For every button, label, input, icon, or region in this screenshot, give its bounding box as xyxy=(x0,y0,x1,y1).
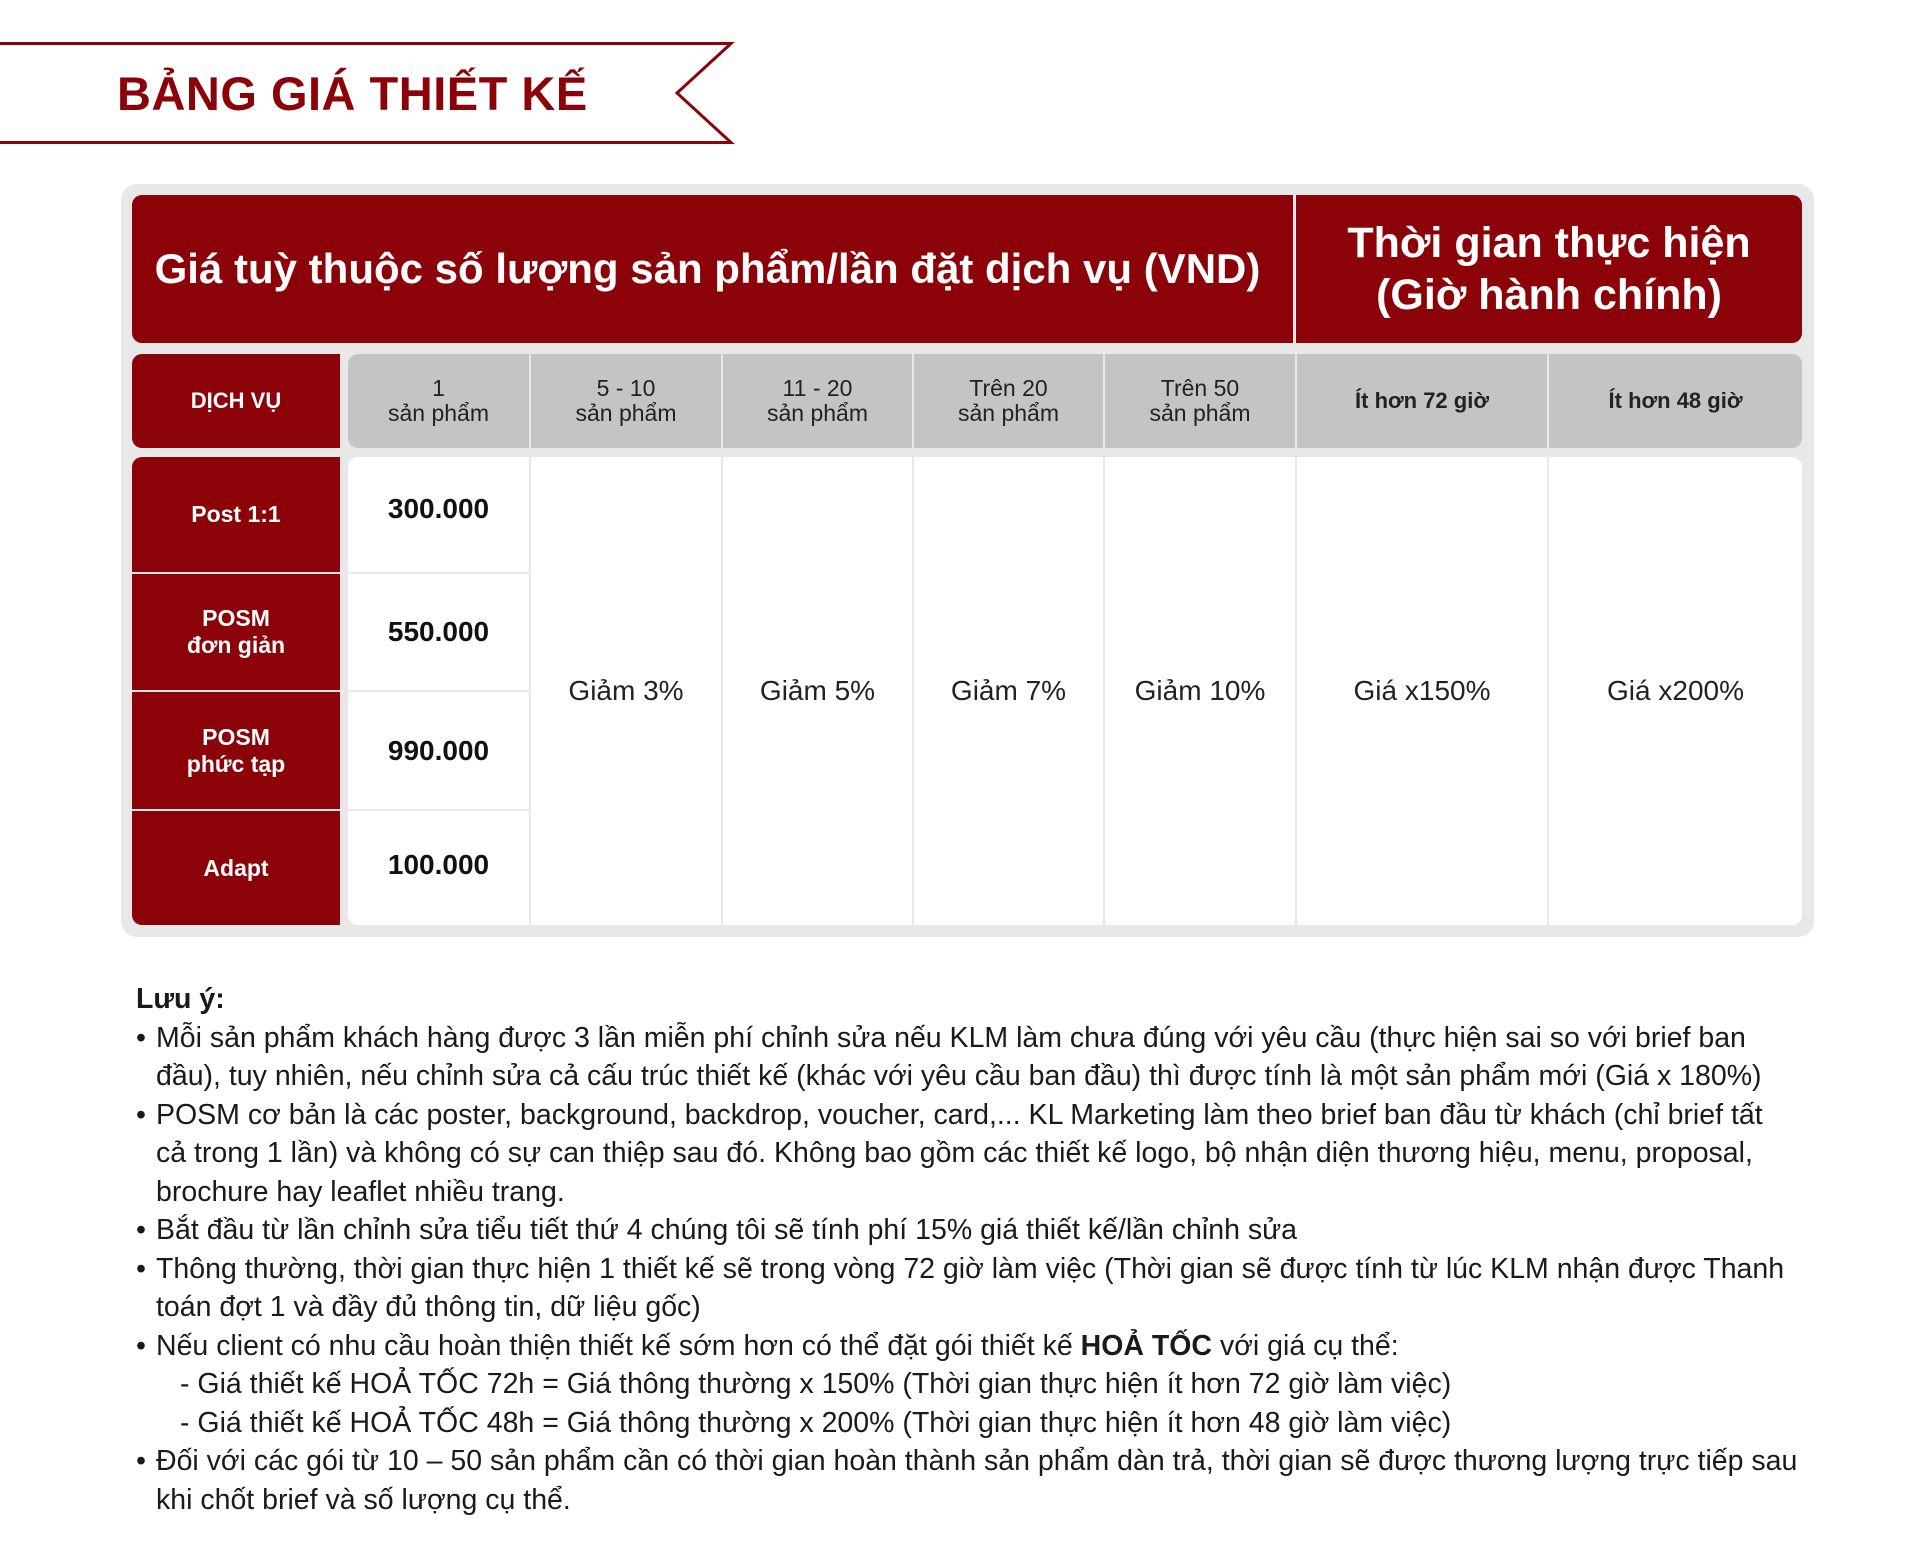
bullet-icon: • xyxy=(136,1214,146,1246)
note-line: Mỗi sản phẩm khách hàng được 3 lần miễn phí chỉnh sửa nếu KLM làm chưa đúng với yêu cầu (thực hiện sai so với brief ban xyxy=(156,1021,1746,1054)
col-header-qty-line1: 11 - 20 xyxy=(782,375,853,401)
bullet-icon: • xyxy=(136,1021,146,1054)
note-subline: - Giá thiết kế HOẢ TỐC 72h = Giá thông thường x 150% (Thời gian thực hiện ít hơn 72 giờ làm việc) xyxy=(180,1368,1452,1400)
service-label-line1: POSM xyxy=(202,723,270,750)
bullet-icon: • xyxy=(136,1329,146,1362)
note-line: đầu), tuy nhiên, nếu chỉnh sửa cả cấu trúc thiết kế (khác với yêu cầu ban đầu) thì được tính là một sản phẩm mới (Giá x 180%) xyxy=(156,1060,1762,1092)
note-item xyxy=(136,1019,1816,1096)
col-header-qty-5-10 xyxy=(531,354,721,448)
note-item xyxy=(136,1327,1816,1443)
header-price-by-quantity-label: Giá tuỳ thuộc số lượng sản phẩm/lần đặt dịch vụ (VND) xyxy=(154,245,1261,292)
note-line: Bắt đầu từ lần chỉnh sửa tiểu tiết thứ 4 chúng tôi sẽ tính phí 15% giá thiết kế/lần chỉnh sửa xyxy=(156,1214,1298,1246)
bullet-icon: • xyxy=(136,1252,146,1285)
col-header-service xyxy=(132,354,340,448)
col-header-qty-line1: Trên 50 xyxy=(1160,375,1240,401)
note-item xyxy=(136,1442,1816,1519)
note-text: với giá cụ thể: xyxy=(1212,1329,1399,1362)
bullet-icon: • xyxy=(136,1445,146,1477)
pricing-table xyxy=(121,184,1814,937)
service-post-1-1 xyxy=(132,457,340,572)
discount-value: Giảm 3% xyxy=(568,675,684,706)
col-header-under-48h xyxy=(1549,354,1802,448)
col-header-qty-1 xyxy=(348,354,529,448)
price-value: 990.000 xyxy=(387,734,490,766)
note-subline: - Giá thiết kế HOẢ TỐC 48h = Giá thông thường x 200% (Thời gian thực hiện ít hơn 48 giờ làm việc) xyxy=(180,1406,1452,1439)
note-line: cả trong 1 lần) và không có sự can thiệp sau đó. Không bao gồm các thiết kế logo, bộ nhận diện thương hiệu, menu, proposal, xyxy=(156,1137,1753,1169)
col-header-under-72h xyxy=(1297,354,1547,448)
price-posm-complex xyxy=(348,692,529,809)
discount-value: Giảm 7% xyxy=(950,675,1067,706)
note-emphasis: HOẢ TỐC xyxy=(1080,1329,1213,1362)
header-turnaround-line1: Thời gian thực hiện xyxy=(1347,219,1751,267)
discount-over-20 xyxy=(914,457,1103,925)
rush-48h xyxy=(1549,457,1802,925)
note-line: toán đợt 1 và đầy đủ thông tin, dữ liệu gốc) xyxy=(156,1291,701,1323)
bullet-icon: • xyxy=(136,1098,146,1131)
col-header-qty-line1: 1 xyxy=(432,375,445,401)
price-value: 550.000 xyxy=(387,616,490,647)
rush-value: Giá x150% xyxy=(1353,675,1491,706)
note-line: Thông thường, thời gian thực hiện 1 thiết kế sẽ trong vòng 72 giờ làm việc (Thời gian sẽ được tính từ lúc KLM nhận được Thanh xyxy=(156,1252,1785,1285)
service-label-line2: phức tạp xyxy=(186,750,286,777)
col-header-qty-line1: Trên 20 xyxy=(969,375,1048,401)
service-label-line1: Post 1:1 xyxy=(191,501,281,527)
rush-72h xyxy=(1297,457,1547,925)
note-line: Đối với các gói từ 10 – 50 sản phẩm cần có thời gian hoàn thành sản phẩm dàn trả, thời gian sẽ được thương lượng trực tiếp sau xyxy=(156,1445,1798,1477)
note-item xyxy=(136,1096,1816,1212)
note-item xyxy=(136,1250,1816,1327)
note-line: khi chốt brief và số lượng cụ thể. xyxy=(156,1483,571,1516)
col-header-service-label: DỊCH VỤ xyxy=(190,388,282,413)
col-header-qty-line2: sản phẩm xyxy=(766,400,868,426)
header-price-by-quantity xyxy=(132,195,1293,343)
page-title: BẢNG GIÁ THIẾT KẾ xyxy=(117,67,588,120)
discount-value: Giảm 5% xyxy=(759,675,876,706)
price-post-1-1 xyxy=(348,457,529,572)
discount-value: Giảm 10% xyxy=(1134,675,1266,706)
rush-value: Giá x200% xyxy=(1607,675,1744,706)
service-label-line1: POSM xyxy=(202,605,270,631)
col-header-qty-line2: sản phẩm xyxy=(387,400,489,426)
note-line: POSM cơ bản là các poster, background, backdrop, voucher, card,... KL Marketing làm theo brief ban đầu từ khách (chỉ brief tất xyxy=(156,1098,1763,1131)
price-value: 300.000 xyxy=(387,492,490,524)
service-label-line2: đơn giản xyxy=(186,632,286,658)
note-line: brochure hay leaflet nhiều trang. xyxy=(156,1175,565,1208)
price-posm-simple xyxy=(348,574,529,690)
col-header-qty-over-50 xyxy=(1105,354,1295,448)
col-header-qty-11-20 xyxy=(723,354,912,448)
header-turnaround-line2: (Giờ hành chính) xyxy=(1376,271,1722,319)
discount-5-10 xyxy=(531,457,721,925)
notes-title: Lưu ý: xyxy=(136,983,225,1015)
col-header-qty-line1: 5 - 10 xyxy=(596,375,656,401)
col-header-qty-line2: sản phẩm xyxy=(957,400,1059,426)
discount-over-50 xyxy=(1105,457,1295,925)
col-header-under-72h-label: Ít hơn 72 giờ xyxy=(1355,388,1489,413)
service-label-line1: Adapt xyxy=(203,854,269,881)
col-header-under-48h-label: Ít hơn 48 giờ xyxy=(1608,388,1743,413)
discount-11-20 xyxy=(723,457,912,925)
price-adapt xyxy=(348,811,529,925)
header-turnaround-time xyxy=(1296,195,1802,343)
service-posm-complex xyxy=(132,692,340,809)
service-adapt xyxy=(132,811,340,925)
notes-section xyxy=(136,980,1816,1519)
price-value: 100.000 xyxy=(387,849,490,880)
col-header-qty-line2: sản phẩm xyxy=(1149,400,1251,426)
note-text: Nếu client có nhu cầu hoàn thiện thiết kế sớm hơn có thể đặt gói thiết kế xyxy=(156,1329,1081,1362)
service-posm-simple xyxy=(132,574,340,690)
col-header-qty-line2: sản phẩm xyxy=(575,400,677,426)
col-header-qty-over-20 xyxy=(914,354,1103,448)
note-line xyxy=(156,1327,1816,1366)
note-item xyxy=(136,1211,1816,1250)
